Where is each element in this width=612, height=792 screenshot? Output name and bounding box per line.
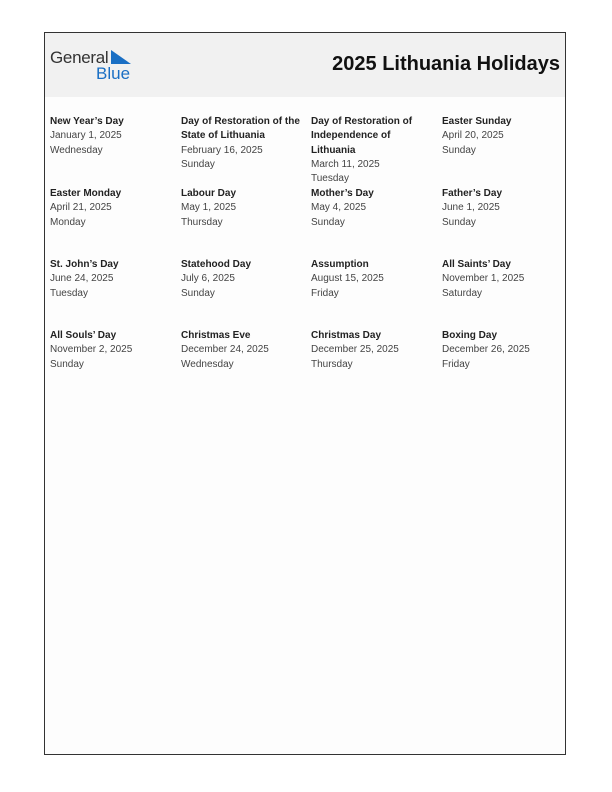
- holiday-date: December 24, 2025: [181, 344, 269, 356]
- holiday-date: May 1, 2025: [181, 202, 237, 214]
- holiday-weekday: Wednesday: [181, 358, 234, 370]
- holiday-weekday: Thursday: [181, 216, 223, 228]
- holiday-entry: [311, 329, 433, 372]
- holiday-entry: [311, 187, 433, 230]
- holiday-entry: [50, 115, 172, 158]
- holiday-entry: [50, 329, 172, 372]
- holiday-name: Labour Day: [181, 188, 237, 199]
- calendar-sheet: [44, 32, 566, 755]
- holiday-name: Statehood Day: [181, 259, 252, 270]
- holiday-entry: [181, 187, 303, 230]
- holiday-entry: [442, 329, 564, 372]
- holiday-name: Mother’s Day: [311, 188, 374, 199]
- holiday-name: Father’s Day: [442, 188, 503, 199]
- holiday-weekday: Sunday: [311, 216, 345, 228]
- holiday-date: December 26, 2025: [442, 344, 530, 356]
- holiday-weekday: Friday: [442, 358, 470, 370]
- holiday-name: Christmas Eve: [181, 330, 251, 341]
- holiday-name: Christmas Day: [311, 330, 382, 341]
- holiday-name: Easter Sunday: [442, 116, 512, 127]
- holiday-date: March 11, 2025: [311, 158, 380, 170]
- holiday-entry: [50, 187, 172, 230]
- holiday-name: Easter Monday: [50, 188, 122, 199]
- holiday-date: November 2, 2025: [50, 344, 133, 356]
- holiday-name: Day of Restoration of the State of Lithuania: [181, 116, 300, 142]
- holiday-entry: [181, 329, 303, 372]
- holiday-name: Boxing Day: [442, 330, 498, 341]
- holiday-name: All Saints’ Day: [442, 259, 511, 270]
- logo-text-general: General: [50, 48, 109, 67]
- holiday-weekday: Sunday: [181, 287, 215, 299]
- logo-text-blue: Blue: [96, 64, 131, 83]
- holiday-weekday: Thursday: [311, 358, 353, 370]
- holiday-date: April 20, 2025: [442, 130, 504, 142]
- holiday-weekday: Sunday: [442, 216, 476, 228]
- holiday-date: November 1, 2025: [442, 273, 525, 285]
- holiday-date: May 4, 2025: [311, 202, 367, 214]
- holiday-name: Assumption: [311, 259, 369, 270]
- holiday-entry: [442, 258, 564, 301]
- holiday-weekday: Wednesday: [50, 144, 103, 156]
- generalblue-logo: [50, 48, 140, 84]
- holiday-date: February 16, 2025: [181, 144, 263, 156]
- holiday-date: June 1, 2025: [442, 202, 500, 214]
- holiday-weekday: Tuesday: [311, 173, 349, 185]
- holiday-entry: [181, 115, 303, 172]
- holiday-name: St. John’s Day: [50, 259, 119, 270]
- holiday-date: July 6, 2025: [181, 273, 235, 285]
- holiday-entry: [442, 115, 564, 158]
- holiday-weekday: Sunday: [442, 144, 476, 156]
- holiday-entry: [442, 187, 564, 230]
- holiday-name: All Souls’ Day: [50, 330, 117, 341]
- holiday-weekday: Monday: [50, 216, 86, 228]
- holiday-date: January 1, 2025: [50, 130, 122, 142]
- holiday-date: April 21, 2025: [50, 202, 112, 214]
- holiday-entry: [181, 258, 303, 301]
- holiday-name: Day of Restoration of Independence of Lithuania: [311, 116, 413, 156]
- holiday-entry: [311, 258, 433, 301]
- holiday-weekday: Sunday: [181, 158, 215, 170]
- holiday-weekday: Tuesday: [50, 287, 88, 299]
- holiday-entry: [50, 258, 172, 301]
- header: [45, 33, 565, 97]
- holiday-weekday: Sunday: [50, 358, 84, 370]
- holiday-date: December 25, 2025: [311, 344, 399, 356]
- holiday-date: August 15, 2025: [311, 273, 384, 285]
- holiday-weekday: Friday: [311, 287, 339, 299]
- holiday-date: June 24, 2025: [50, 273, 114, 285]
- holiday-name: New Year’s Day: [50, 116, 124, 127]
- holiday-weekday: Saturday: [442, 287, 483, 299]
- page-title: 2025 Lithuania Holidays: [332, 53, 560, 75]
- holiday-entry: [311, 115, 433, 186]
